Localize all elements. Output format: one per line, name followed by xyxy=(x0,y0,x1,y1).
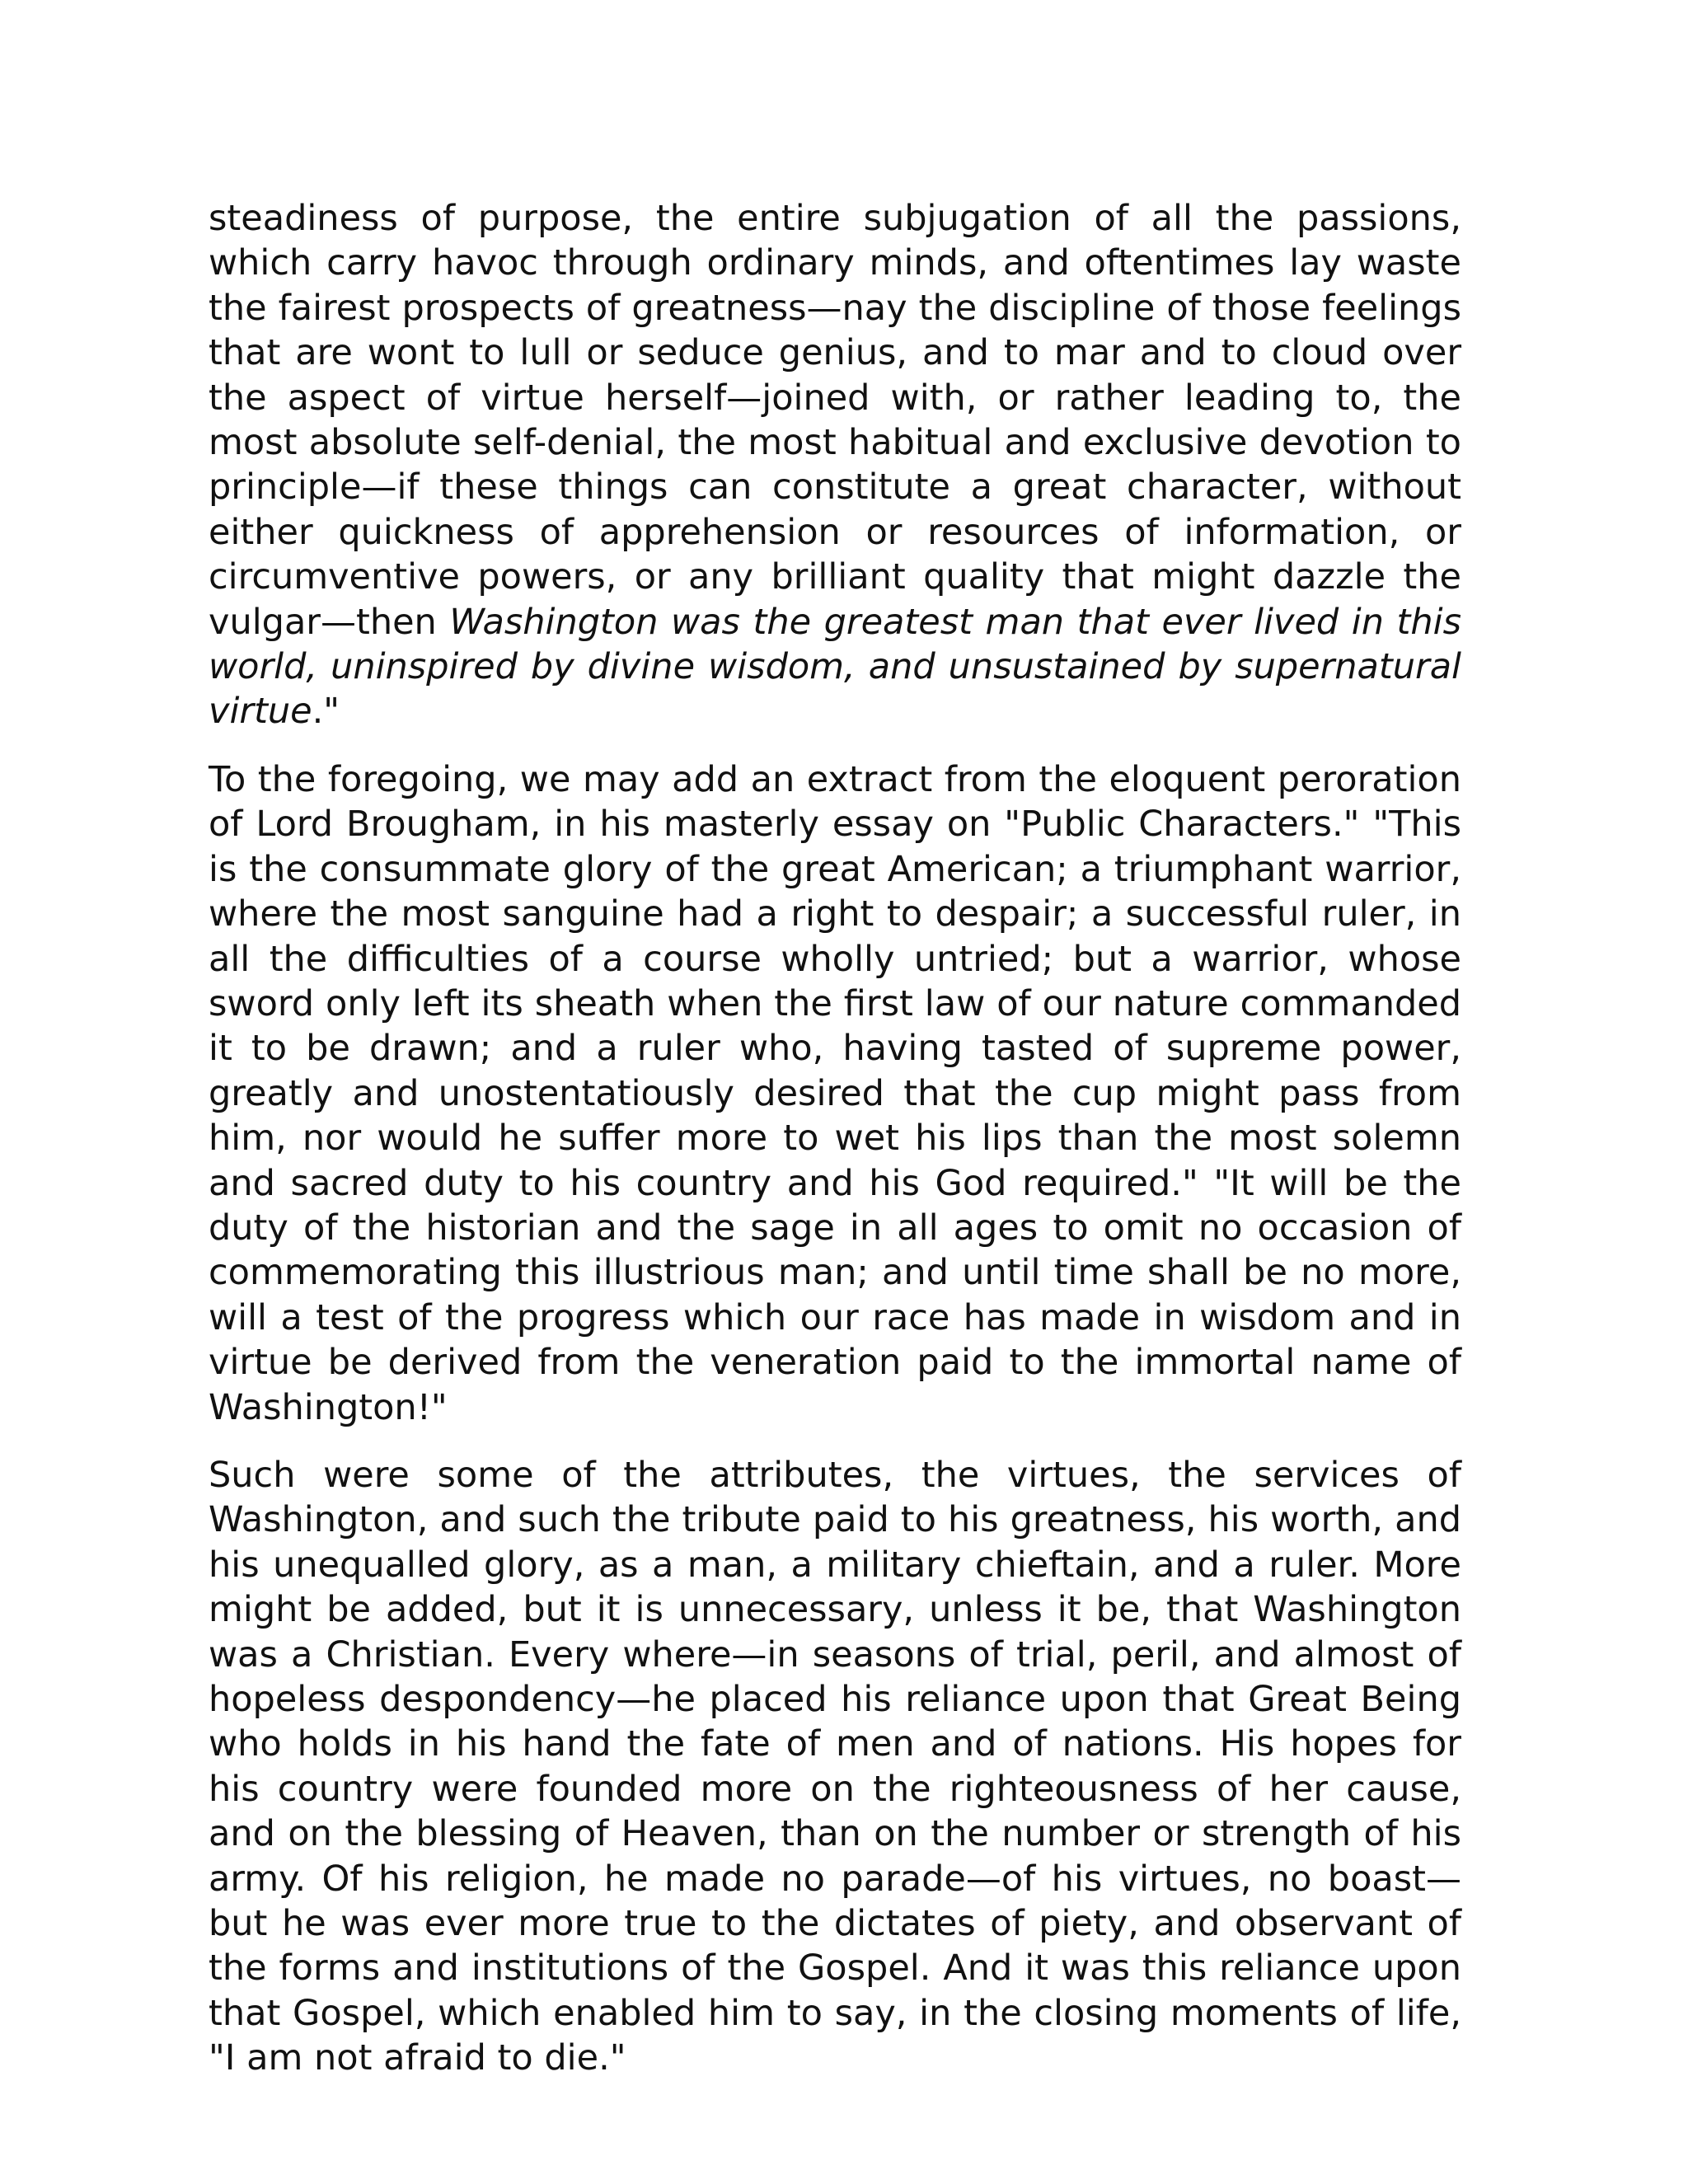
paragraph-1-closing: ." xyxy=(312,691,340,733)
paragraph-2: To the foregoing, we may add an extract from the eloquent peroration of Lord Brougham, in his masterly essay on "Public Characters." "This is the consummate glory of the great American; a triumphant warrior, where the most sanguine had a right to despair; a successful ruler, in all the difficulties of a course wholly untried; but a warrior, whose sword only left its sheath when the first law of our nature commanded it to be drawn; and a ruler who, having tasted of supreme power, greatly and unostentatiously desired that the cup might pass from him, nor would he suffer more to wet his lips than the most solemn and sacred duty to his country and his God required." "It will be the duty of the historian and the sage in all ages to omit no occasion of commemorating this illustrious man; and until time shall be no more, will a test of the progress which our race has made in wisdom and in virtue be derived from the veneration paid to the immortal name of Washington!" xyxy=(209,758,1461,1428)
paragraph-1-text: steadiness of purpose, the entire subjugation of all the passions, which carry havoc through ordinary minds, and oftentimes lay waste the fairest prospects of greatness—nay the discipline of those feelings that are wont to lull or seduce genius, and to mar and to cloud over the aspect of virtue herself—joined with, or rather leading to, the most absolute self-denial, the most habitual and exclusive devotion to principle—if these things can constitute a great character, without either quickness of apprehension or resources of information, or circumventive powers, or any brilliant quality that might dazzle the vulgar—then xyxy=(209,198,1461,643)
paragraph-3: Such were some of the attributes, the virtues, the services of Washington, and such the tribute paid to his greatness, his worth, and his unequalled glory, as a man, a military chieftain, and a ruler. More might be added, but it is unnecessary, unless it be, that Washington was a Christian. Every where—in seasons of trial, peril, and almost of hopeless despondency—he placed his reliance upon that Great Being who holds in his hand the fate of men and of nations. His hopes for his country were founded more on the righteousness of her cause, and on the blessing of Heaven, than on the number or strength of his army. Of his religion, he made no parade—of his virtues, no boast—but he was ever more true to the dictates of piety, and observant of the forms and institutions of the Gospel. And it was this reliance upon that Gospel, which enabled him to say, in the closing moments of life, "I am not afraid to die." xyxy=(209,1454,1461,2079)
paragraph-1-italic-quote: Washington was the greatest man that ever lived in this world, uninspired by divine wisdom, and unsustained by supernatural virtue xyxy=(209,601,1461,733)
body-text xyxy=(209,196,1461,2104)
paragraph-1 xyxy=(209,196,1461,734)
